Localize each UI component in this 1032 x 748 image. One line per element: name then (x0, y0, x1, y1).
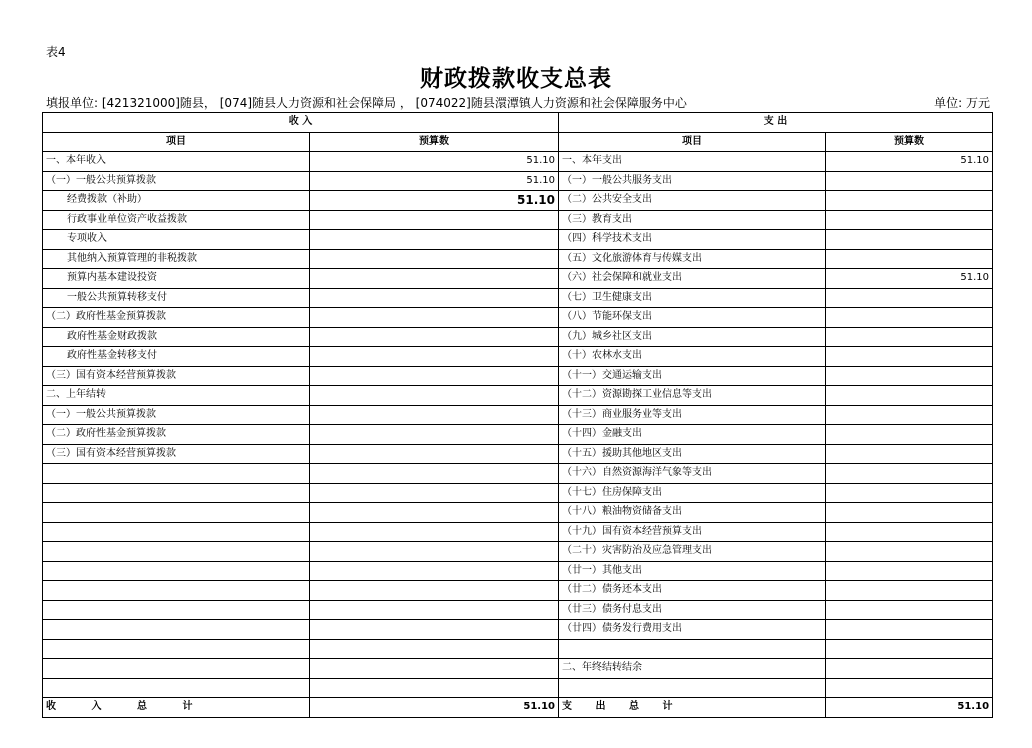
income-header: 收 入 (43, 113, 559, 133)
expense-item-cell: （十七）住房保障支出 (559, 483, 826, 503)
income-item-cell: （一）一般公共预算拨款 (43, 405, 310, 425)
income-budget-cell (310, 405, 559, 425)
income-budget-cell (310, 561, 559, 581)
income-item-cell (43, 464, 310, 484)
expense-budget-cell (826, 210, 993, 230)
income-budget-cell (310, 639, 559, 659)
expense-item-cell (559, 639, 826, 659)
expense-item-cell: （七）卫生健康支出 (559, 288, 826, 308)
table-row (43, 483, 993, 503)
income-budget-cell (310, 366, 559, 386)
expense-budget-cell (826, 581, 993, 601)
table-row (43, 620, 993, 640)
expense-budget-cell (826, 659, 993, 679)
expense-item-cell: （八）节能环保支出 (559, 308, 826, 328)
page-title: 财政拨款收支总表 (420, 65, 612, 92)
income-budget-cell (310, 464, 559, 484)
expense-item-cell: （廿四）债务发行费用支出 (559, 620, 826, 640)
table-row (43, 308, 993, 328)
expense-item-cell (559, 678, 826, 698)
expense-item-cell: （十）农林水支出 (559, 347, 826, 367)
table-row (43, 327, 993, 347)
income-total-value: 51.10 (310, 698, 559, 718)
income-budget-cell (310, 483, 559, 503)
expense-item-cell: （六）社会保障和就业支出 (559, 269, 826, 289)
budget-table (42, 112, 993, 718)
income-item-header: 项目 (43, 132, 310, 152)
table-row (43, 425, 993, 445)
expense-item-cell: （十三）商业服务业等支出 (559, 405, 826, 425)
expense-item-cell: （廿二）债务还本支出 (559, 581, 826, 601)
income-budget-cell (310, 249, 559, 269)
expense-item-cell: （十八）粮油物资储备支出 (559, 503, 826, 523)
income-item-cell: （三）国有资本经营预算拨款 (43, 444, 310, 464)
income-budget-cell (310, 327, 559, 347)
table-row (43, 659, 993, 679)
expense-budget-cell (826, 288, 993, 308)
expense-item-cell: （廿三）债务付息支出 (559, 600, 826, 620)
expense-budget-cell (826, 561, 993, 581)
income-total-label: 收 入 总 计 (43, 698, 310, 718)
expense-item-cell: （十六）自然资源海洋气象等支出 (559, 464, 826, 484)
expense-budget-cell (826, 230, 993, 250)
table-row (43, 249, 993, 269)
table-row (43, 600, 993, 620)
income-item-cell (43, 639, 310, 659)
income-item-cell: （二）政府性基金预算拨款 (43, 308, 310, 328)
table-row (43, 561, 993, 581)
income-budget-cell (310, 600, 559, 620)
expense-budget-cell (826, 444, 993, 464)
expense-budget-cell (826, 600, 993, 620)
income-budget-cell (310, 230, 559, 250)
total-row (43, 698, 993, 718)
table-row (43, 191, 993, 211)
income-budget-cell: 51.10 (310, 152, 559, 172)
expense-budget-cell (826, 249, 993, 269)
income-item-cell: 一般公共预算转移支付 (43, 288, 310, 308)
expense-item-cell: （三）教育支出 (559, 210, 826, 230)
expense-budget-cell: 51.10 (826, 269, 993, 289)
income-item-cell: 其他纳入预算管理的非税拨款 (43, 249, 310, 269)
expense-budget-cell (826, 639, 993, 659)
income-item-cell (43, 581, 310, 601)
expense-item-cell: （五）文化旅游体育与传媒支出 (559, 249, 826, 269)
income-item-cell: 一、本年收入 (43, 152, 310, 172)
income-budget-cell (310, 659, 559, 679)
expense-budget-cell (826, 464, 993, 484)
income-budget-cell (310, 210, 559, 230)
expense-item-cell: （十二）资源勘探工业信息等支出 (559, 386, 826, 406)
table-row (43, 464, 993, 484)
income-budget-cell (310, 269, 559, 289)
income-item-cell: 专项收入 (43, 230, 310, 250)
income-item-cell: 政府性基金转移支付 (43, 347, 310, 367)
income-item-cell (43, 542, 310, 562)
filler-unit: 填报单位: [421321000]随县， [074]随县人力资源和社会保障局 ， [074022]随县澴潭镇人力资源和社会保障服务中心 (46, 96, 687, 110)
table-row (43, 386, 993, 406)
income-item-cell (43, 561, 310, 581)
expense-budget-cell (826, 503, 993, 523)
income-budget-cell (310, 308, 559, 328)
expense-item-cell: （廿一）其他支出 (559, 561, 826, 581)
table-row (43, 542, 993, 562)
expense-item-cell: （二）公共安全支出 (559, 191, 826, 211)
expense-budget-cell (826, 405, 993, 425)
expense-budget-cell (826, 327, 993, 347)
expense-budget-cell (826, 425, 993, 445)
income-budget-cell (310, 288, 559, 308)
expense-item-cell: （四）科学技术支出 (559, 230, 826, 250)
expense-budget-header: 预算数 (826, 132, 993, 152)
expense-budget-cell (826, 308, 993, 328)
income-budget-cell (310, 386, 559, 406)
expense-header: 支 出 (559, 113, 993, 133)
income-budget-cell: 51.10 (310, 191, 559, 211)
table-row (43, 678, 993, 698)
currency-unit: 单位: 万元 (934, 96, 990, 110)
income-budget-cell: 51.10 (310, 171, 559, 191)
table-row (43, 522, 993, 542)
expense-item-cell: （九）城乡社区支出 (559, 327, 826, 347)
income-item-cell: 预算内基本建设投资 (43, 269, 310, 289)
expense-item-cell: （二十）灾害防治及应急管理支出 (559, 542, 826, 562)
expense-item-cell: （十四）金融支出 (559, 425, 826, 445)
expense-budget-cell (826, 191, 993, 211)
table-row (43, 152, 993, 172)
income-item-cell (43, 483, 310, 503)
table-row (43, 581, 993, 601)
table-row (43, 639, 993, 659)
expense-item-cell: 二、年终结转结余 (559, 659, 826, 679)
income-item-cell: 经费拨款（补助） (43, 191, 310, 211)
expense-item-header: 项目 (559, 132, 826, 152)
expense-budget-cell: 51.10 (826, 152, 993, 172)
income-budget-cell (310, 425, 559, 445)
income-budget-cell (310, 347, 559, 367)
expense-item-cell: （一）一般公共服务支出 (559, 171, 826, 191)
table-row (43, 347, 993, 367)
income-budget-cell (310, 678, 559, 698)
section-header-row (43, 113, 993, 133)
table-row (43, 210, 993, 230)
table-row (43, 405, 993, 425)
table-row (43, 230, 993, 250)
expense-budget-cell (826, 483, 993, 503)
column-header-row (43, 132, 993, 152)
income-item-cell (43, 659, 310, 679)
expense-budget-cell (826, 522, 993, 542)
income-item-cell: （一）一般公共预算拨款 (43, 171, 310, 191)
table-row (43, 171, 993, 191)
income-budget-header: 预算数 (310, 132, 559, 152)
income-budget-cell (310, 542, 559, 562)
table-row (43, 288, 993, 308)
income-item-cell (43, 620, 310, 640)
income-budget-cell (310, 522, 559, 542)
table-row (43, 269, 993, 289)
expense-item-cell: 一、本年支出 (559, 152, 826, 172)
table-number: 表4 (46, 45, 66, 59)
expense-budget-cell (826, 347, 993, 367)
table-row (43, 444, 993, 464)
income-item-cell: 二、上年结转 (43, 386, 310, 406)
income-item-cell: （二）政府性基金预算拨款 (43, 425, 310, 445)
income-item-cell (43, 600, 310, 620)
expense-item-cell: （十五）援助其他地区支出 (559, 444, 826, 464)
expense-item-cell: （十一）交通运输支出 (559, 366, 826, 386)
income-budget-cell (310, 581, 559, 601)
income-item-cell: （三）国有资本经营预算拨款 (43, 366, 310, 386)
expense-budget-cell (826, 678, 993, 698)
income-item-cell: 政府性基金财政拨款 (43, 327, 310, 347)
income-item-cell (43, 503, 310, 523)
expense-budget-cell (826, 171, 993, 191)
expense-budget-cell (826, 366, 993, 386)
expense-budget-cell (826, 386, 993, 406)
expense-item-cell: （十九）国有资本经营预算支出 (559, 522, 826, 542)
table-row (43, 503, 993, 523)
expense-budget-cell (826, 620, 993, 640)
income-item-cell (43, 522, 310, 542)
income-budget-cell (310, 503, 559, 523)
income-item-cell: 行政事业单位资产收益拨款 (43, 210, 310, 230)
expense-total-label: 支 出 总 计 (559, 698, 826, 718)
income-budget-cell (310, 444, 559, 464)
expense-total-value: 51.10 (826, 698, 993, 718)
table-row (43, 366, 993, 386)
expense-budget-cell (826, 542, 993, 562)
income-budget-cell (310, 620, 559, 640)
income-item-cell (43, 678, 310, 698)
